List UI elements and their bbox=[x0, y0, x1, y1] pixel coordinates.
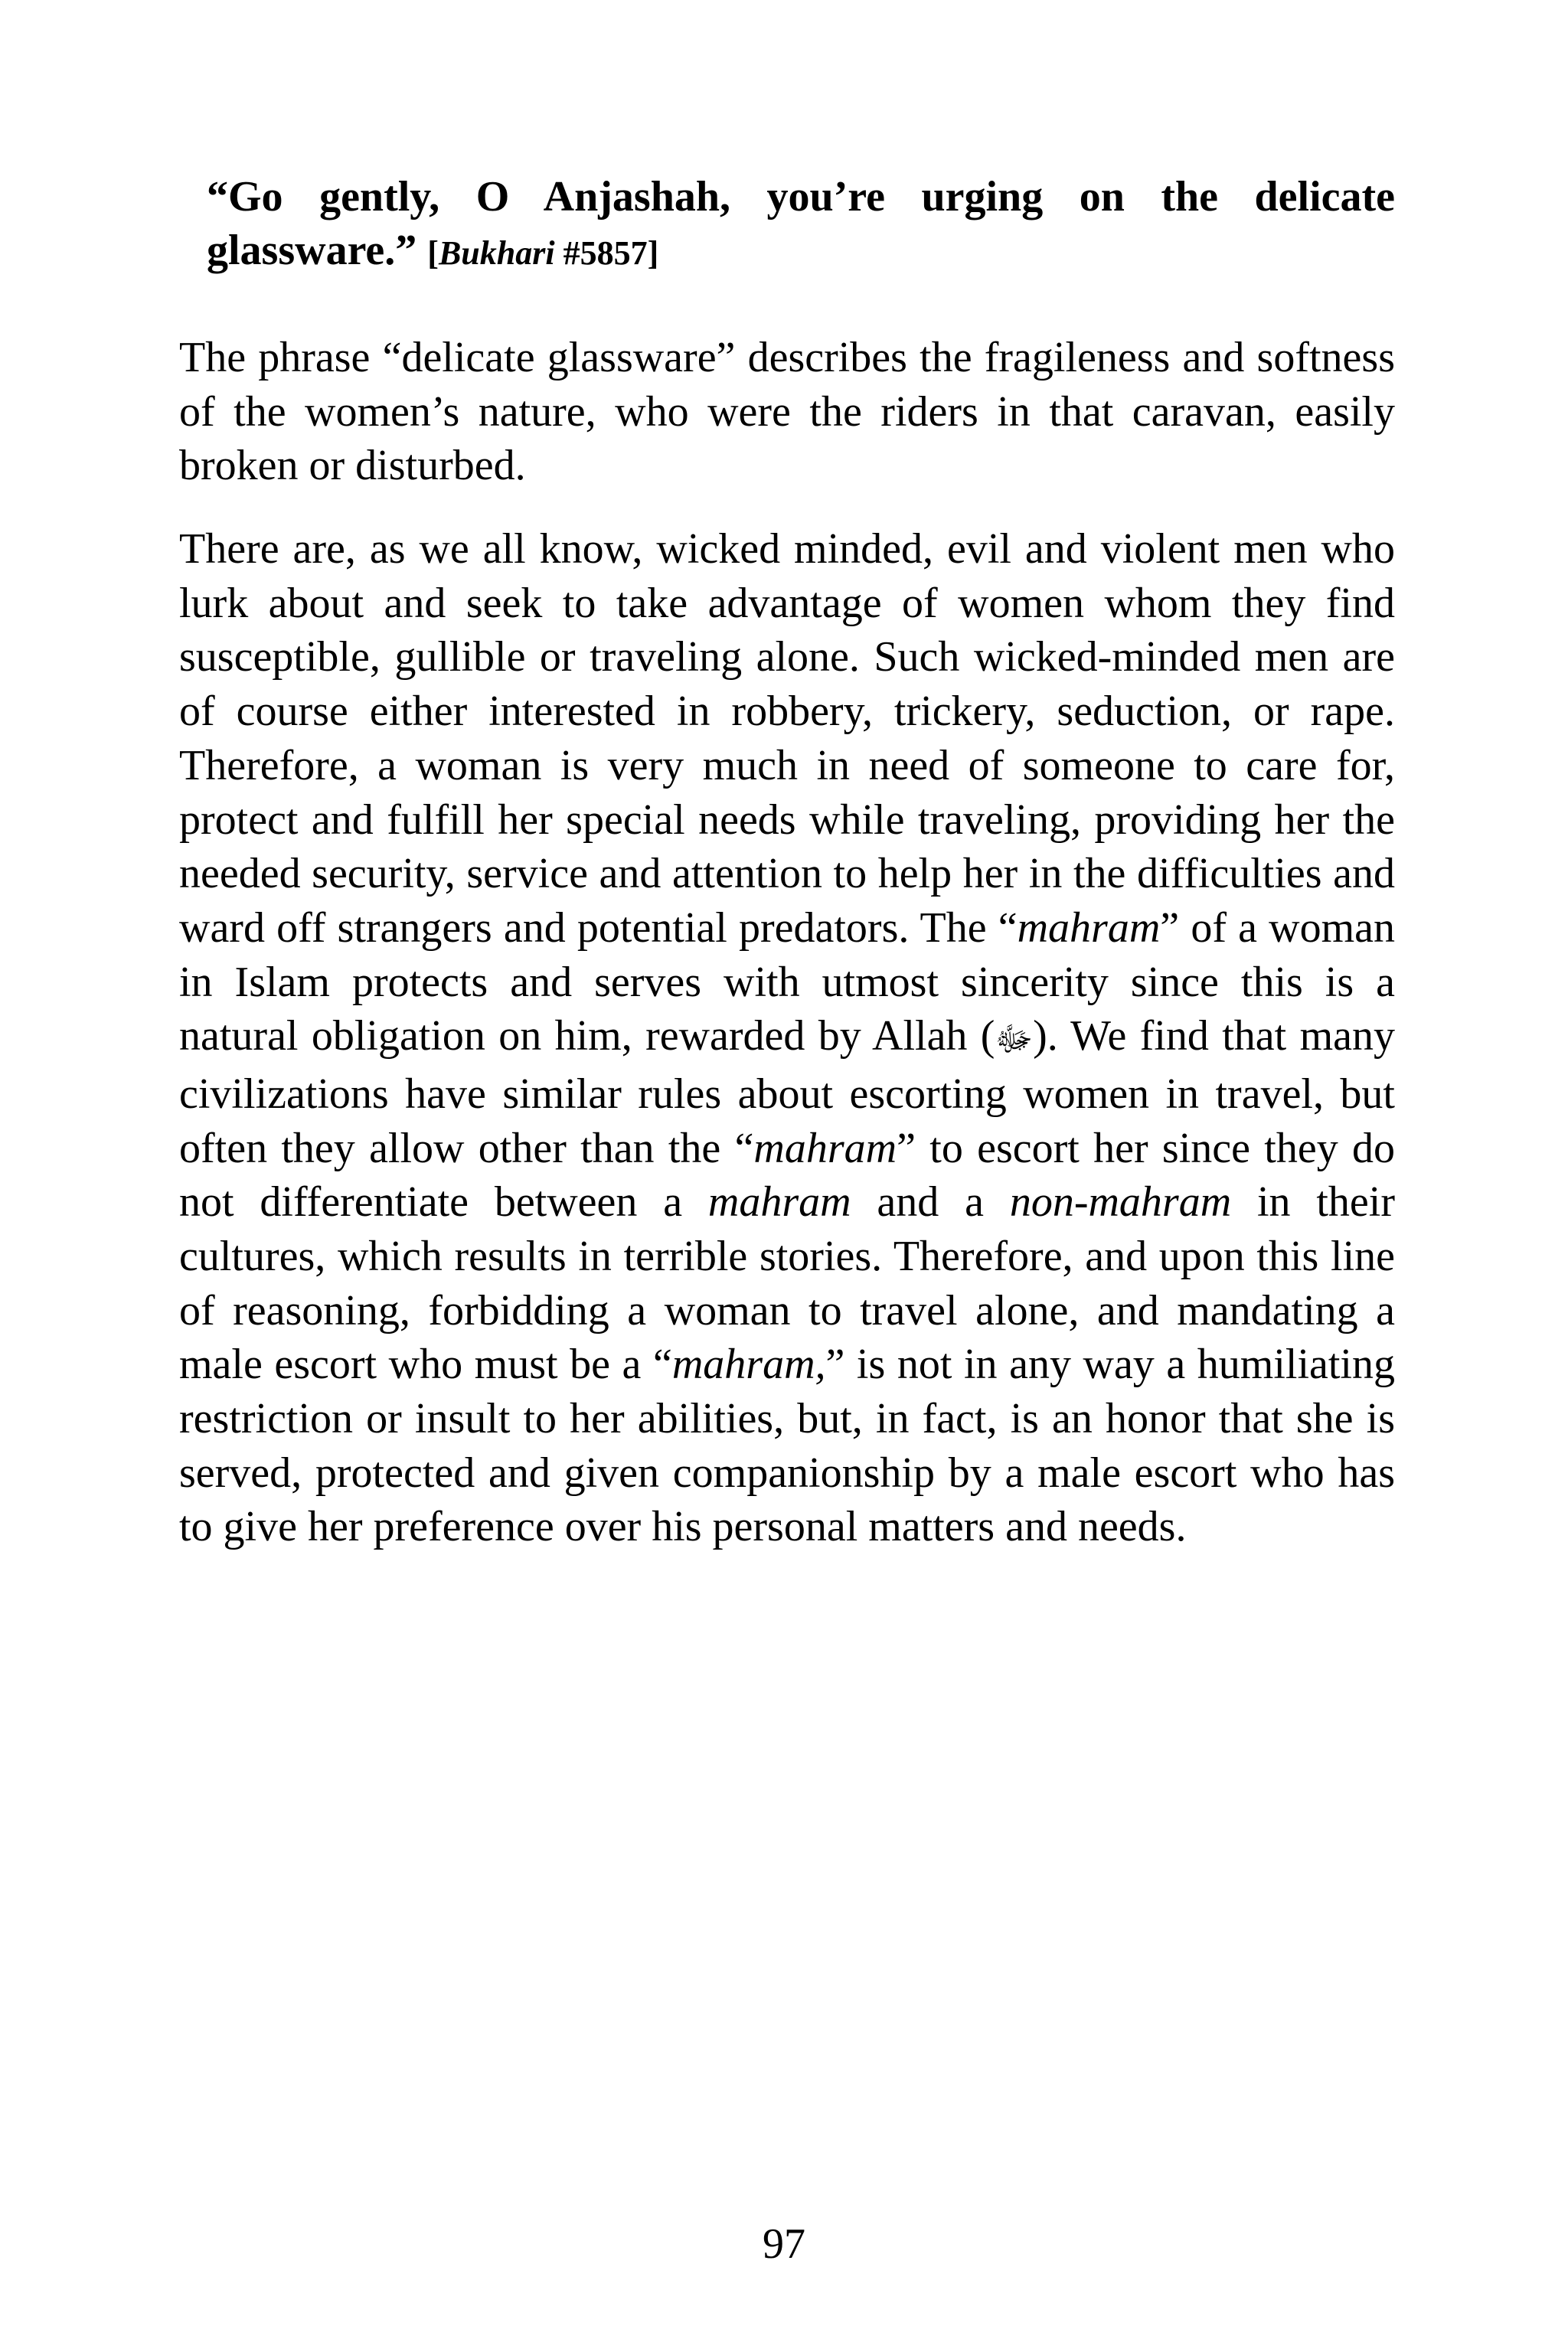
term-mahram: mahram, bbox=[671, 1341, 826, 1389]
quote-citation bbox=[427, 234, 658, 272]
text-segment: There are, as we all know, wicked minded, evil and violent men who lurk about and seek to take advantage of women whom they find susceptible, gullible or traveling alone. Such wicked-minded men are of course either interested in robbery, trickery, seduction, or rape. Therefore, a woman is very much in need of someone to care for, protect and fulfill her special needs while traveling, providing her the needed security, service and attention to help her in the difficulties and ward off strangers and potential predators. The “ bbox=[179, 525, 1395, 952]
term-mahram: mahram bbox=[707, 1178, 851, 1227]
citation-source: Bukhari bbox=[438, 234, 555, 272]
allah-honorific-symbol: ﷻ bbox=[995, 1020, 1034, 1060]
term-mahram: mahram bbox=[753, 1124, 897, 1172]
text-segment: in their cultures, which results in terrible stories. Therefore, and upon this line of reasoning, forbidding a woman to travel alone, and mandating a male escort who must be a “ bbox=[179, 1178, 1395, 1389]
text-segment: ” to escort her since they do not differentiate between a bbox=[179, 1124, 1395, 1227]
paragraph-glassware: The phrase “delicate glassware” describes the fragileness and softness of the women’s nature, who were the riders in that caravan, easily broken or disturbed. bbox=[179, 334, 1395, 490]
hadith-quote bbox=[207, 170, 1395, 280]
paragraph-mahram bbox=[179, 522, 1395, 1554]
citation-open: [ bbox=[427, 234, 439, 272]
text-segment: ” is not in any way a humiliating restriction or insult to her abilities, but, in fact, is an honor that she is served, protected and given companionship by a male escort who has to give her preference over his personal matters and needs. bbox=[179, 1341, 1395, 1551]
text-segment: ). We find that many civilizations have similar rules about escorting women in travel, but often they allow other than the “ bbox=[179, 1012, 1395, 1172]
text-segment: ” of a woman in Islam protects and serves with utmost sincerity since this is a natural obligation on him, rewarded by Allah ( bbox=[179, 903, 1396, 1060]
citation-number: #5857] bbox=[554, 234, 659, 272]
page-number: 97 bbox=[763, 2220, 805, 2268]
term-non-mahram: non-mahram bbox=[1009, 1178, 1232, 1227]
term-mahram: mahram bbox=[1017, 903, 1161, 952]
text-segment: and a bbox=[851, 1178, 1010, 1227]
quote-text: “Go gently, O Anjashah, you’re urging on the delicate glassware.” bbox=[207, 173, 1395, 274]
